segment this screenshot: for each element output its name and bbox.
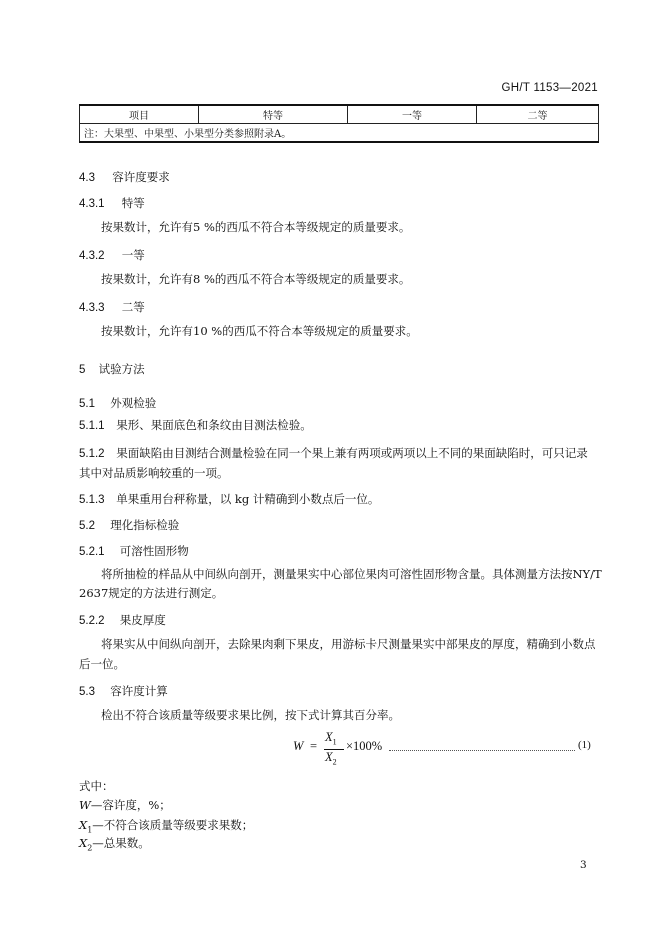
para-5-1-3 (79, 489, 379, 511)
para-4-3-3: 按果数计，允许有10 %的西瓜不符合本等级规定的质量要求。 (101, 324, 418, 338)
formula-label: (1) (578, 739, 591, 751)
document-code: GH/T 1153—2021 (501, 82, 598, 94)
numerator-symbol: X (325, 730, 333, 744)
section-title: 容许度计算 (110, 686, 168, 698)
subscript: 1 (87, 825, 93, 835)
para-5-2-2-cont: 后一位。 (79, 657, 125, 671)
numerator-subscript: 1 (332, 737, 337, 747)
section-number: 4.3.2 (79, 250, 105, 262)
heading-4-3-1 (79, 195, 145, 211)
table-header-cell: 二等 (477, 105, 599, 124)
denominator-subscript: 2 (332, 757, 337, 767)
subscript: 2 (87, 843, 93, 853)
section-number: 5 (79, 364, 86, 376)
heading-5-2-1 (79, 543, 189, 559)
section-title: 果皮厚度 (119, 615, 166, 627)
formula-equals: = (310, 739, 318, 753)
section-title: 特等 (121, 198, 145, 210)
definition: —不符合该质量等级要求果数； (92, 818, 254, 832)
heading-4-3-3 (79, 299, 145, 315)
section-title: 二等 (121, 302, 145, 314)
where-intro: 式中： (79, 779, 114, 793)
para-4-3-2: 按果数计，允许有8 %的西瓜不符合本等级规定的质量要求。 (101, 272, 411, 286)
section-title: 容许度要求 (112, 172, 170, 184)
dot-leader (389, 740, 575, 751)
heading-4-3 (79, 169, 170, 185)
table-header-cell: 一等 (348, 105, 477, 124)
heading-4-3-2 (79, 247, 145, 263)
section-number: 5.1.2 (79, 448, 105, 460)
section-body: 果面缺陷由目测结合测量检验在同一个果上兼有两项或两项以上不同的果面缺陷时，可只记录 (116, 446, 588, 460)
section-title: 可溶性固形物 (119, 546, 189, 558)
section-body: 果形、果面底色和条纹由目测法检验。 (116, 418, 312, 432)
section-number: 4.3.3 (79, 302, 105, 314)
section-title: 外观检验 (110, 398, 157, 410)
table-header-row (80, 105, 599, 124)
para-5-3: 检出不符合该质量等级要求果比例，按下式计算其百分率。 (101, 708, 400, 722)
formula-lhs: W (293, 739, 304, 753)
grade-table (79, 104, 599, 143)
section-title: 理化指标检验 (110, 520, 180, 532)
symbol: W (79, 798, 91, 812)
para-4-3-1: 按果数计，允许有5 %的西瓜不符合本等级规定的质量要求。 (101, 220, 411, 234)
heading-5 (79, 361, 145, 377)
section-number: 5.1 (79, 398, 95, 410)
formula-1 (293, 730, 599, 770)
table-header-cell: 特等 (199, 105, 348, 124)
para-5-2-1-cont: 2637规定的方法进行测定。 (79, 586, 224, 600)
para-5-1-2 (79, 443, 588, 465)
table-header-cell: 项目 (80, 105, 199, 124)
section-number: 5.1.3 (79, 494, 105, 506)
formula-numerator (325, 730, 337, 747)
section-number: 4.3.1 (79, 198, 105, 210)
para-5-2-2: 将果实从中间纵向剖开，去除果肉剩下果皮，用游标卡尺测量果实中部果皮的厚度，精确到小数点 (101, 637, 596, 651)
table-note: 注：大果型、中果型、小果型分类参照附录A。 (80, 124, 599, 143)
symbol: X (79, 836, 88, 850)
page-number: 3 (580, 859, 587, 871)
heading-5-1 (79, 395, 156, 411)
table-note-row (80, 124, 599, 143)
definition: —总果数。 (92, 836, 150, 850)
formula-denominator (325, 750, 337, 767)
section-number: 5.3 (79, 686, 95, 698)
where-x2 (79, 833, 150, 858)
heading-5-2 (79, 517, 179, 533)
heading-5-2-2 (79, 612, 166, 628)
section-number: 5.2.1 (79, 546, 105, 558)
denominator-symbol: X (325, 750, 333, 764)
section-number: 5.1.1 (79, 420, 105, 432)
definition: —容许度，%； (90, 798, 171, 812)
para-5-1-2-cont: 其中对品质影响较重的一项。 (79, 466, 229, 480)
heading-5-3 (79, 683, 168, 699)
para-5-1-1 (79, 415, 312, 437)
para-5-2-1: 将所抽检的样品从中间纵向剖开，测量果实中心部位果肉可溶性固形物含量。具体测量方法按NY/T (101, 567, 602, 581)
section-number: 4.3 (79, 172, 95, 184)
formula-times-100: ×100% (346, 739, 383, 753)
section-title: 一等 (121, 250, 145, 262)
section-number: 5.2 (79, 520, 95, 532)
section-body: 单果重用台秤称量，以 kg 计精确到小数点后一位。 (116, 492, 380, 506)
where-w (79, 795, 171, 816)
section-number: 5.2.2 (79, 615, 105, 627)
section-title: 试验方法 (98, 364, 145, 376)
symbol: X (79, 818, 88, 832)
